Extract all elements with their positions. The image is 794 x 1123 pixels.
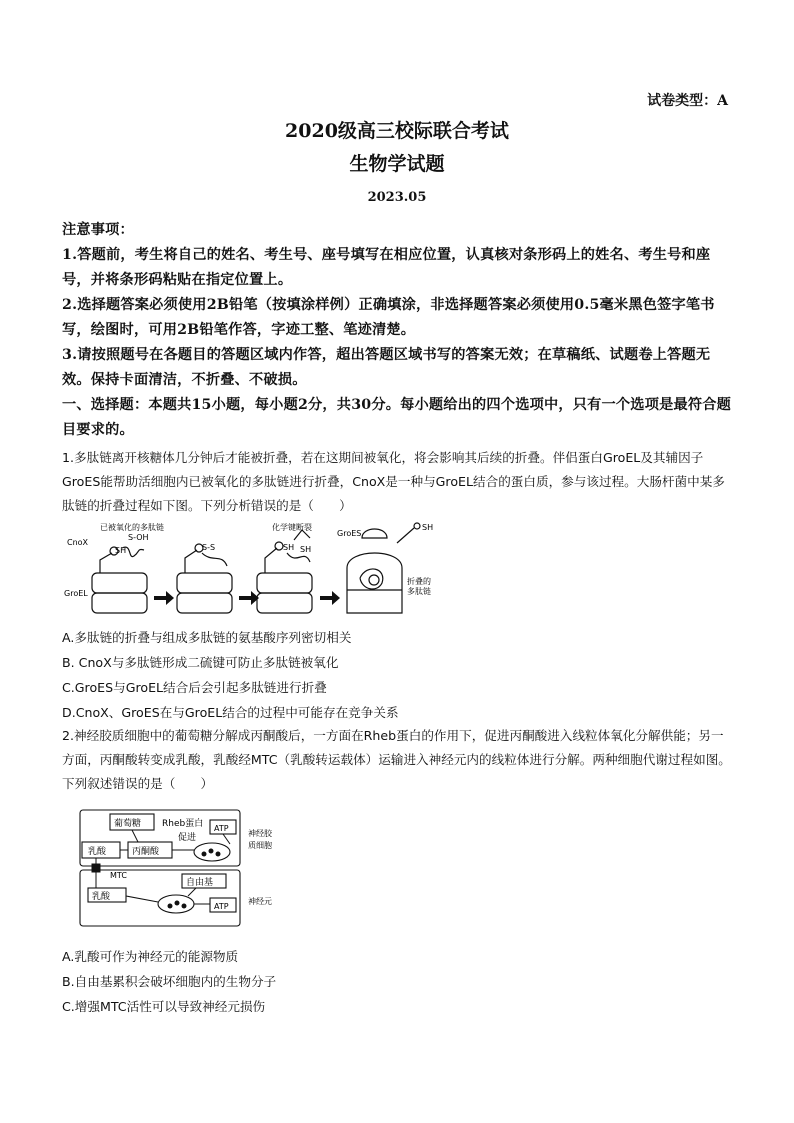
label-rheb: Rheb蛋白 <box>162 819 204 829</box>
notice-heading: 注意事项： <box>62 222 134 238</box>
q1-option-b: B. CnoX与多肽链形成二硫键可防止多肽链被氧化 <box>62 655 339 670</box>
exam-title: 2020级高三校际联合考试 <box>285 120 509 142</box>
question-1-stem: 1.多肽链离开核糖体几分钟后才能被折叠，若在这期间被氧化，将会影响其后续的折叠。伴侣蛋白GroEL及其辅因子GroES能帮助活细胞内已被氧化的多肽链进行折叠，CnoX是一种与GroEL结合的蛋白质，参与该过程。大肠杆菌中某多肽链的折叠过程如下图。下列分析错误的是（ ） <box>62 450 725 513</box>
label-lactate-top: 乳酸 <box>88 847 107 857</box>
label-sh-2: SH <box>283 543 295 552</box>
exam-subject-title: 生物学试题 <box>349 153 445 175</box>
q2-option-a: A.乳酸可作为神经元的能源物质 <box>62 949 239 964</box>
label-glia-1: 神经胶 <box>248 829 272 838</box>
label-bond-break: 化学键断裂 <box>272 523 312 532</box>
label-sh-3: SH <box>300 545 312 554</box>
label-lactate-bottom: 乳酸 <box>92 892 111 902</box>
q2-option-c: C.增强MTC活性可以导致神经元损伤 <box>62 999 266 1014</box>
label-promote: 促进 <box>178 833 197 843</box>
label-cnox: CnoX <box>67 538 89 547</box>
notice-item-3: 3.请按照题号在各题目的答题区域内作答，超出答题区域书写的答案无效；在草稿纸、试题卷上答题无效。保持卡面清洁，不折叠、不破损。 <box>62 347 711 388</box>
label-folded-2: 多肽链 <box>407 587 431 596</box>
figure-2-metabolism-diagram <box>78 808 318 930</box>
q1-option-c: C.GroES与GroEL结合后会引起多肽链进行折叠 <box>62 680 327 695</box>
label-pyruvate: 丙酮酸 <box>132 847 160 857</box>
label-atp-top: ATP <box>214 824 229 833</box>
q2-option-b: B.自由基累积会破坏细胞内的生物分子 <box>62 974 277 989</box>
question-2-stem: 2.神经胶质细胞中的葡萄糖分解成丙酮酸后，一方面在Rheb蛋白的作用下，促进丙酮酸进入线粒体氧化分解供能；另一方面，丙酮酸转变成乳酸，乳酸经MTC（乳酸转运载体）运输进入神经元内的线粒体进行分解。两种细胞代谢过程如图。下列叙述错误的是（ ） <box>62 728 731 791</box>
label-atp-bottom: ATP <box>214 902 229 911</box>
q1-option-a: A.多肽链的折叠与组成多肽链的氨基酸序列密切相关 <box>62 630 352 645</box>
label-s-s: S-S <box>202 543 216 552</box>
label-groel: GroEL <box>64 589 88 598</box>
paper-type-label: 试卷类型：A <box>647 93 728 109</box>
label-glucose: 葡萄糖 <box>114 819 142 829</box>
section-heading: 一、选择题：本题共15小题，每小题2分，共30分。每小题给出的四个选项中，只有一个选项是最符合题目要求的。 <box>62 397 732 438</box>
label-sh-1: SH <box>115 546 127 555</box>
exam-date: 2023.05 <box>367 190 427 205</box>
label-mtc: MTC <box>110 871 127 880</box>
groel-stage-1 <box>92 547 147 613</box>
label-sh-4: SH <box>422 523 434 532</box>
notice-section <box>62 218 734 443</box>
notice-item-2: 2.选择题答案必须使用2B铅笔（按填涂样例）正确填涂，非选择题答案必须使用0.5毫米黑色签字笔书写，绘图时，可用2B铅笔作答，字迹工整、笔迹清楚。 <box>62 297 715 338</box>
label-folded-1: 折叠的 <box>407 577 431 586</box>
label-free-radical: 自由基 <box>186 878 214 888</box>
label-s-oh: S-OH <box>128 533 149 542</box>
notice-item-1: 1.答题前，考生将自己的姓名、考生号、座号填写在相应位置，认真核对条形码上的姓名、考生号和座号，并将条形码粘贴在指定位置上。 <box>62 247 711 288</box>
q1-option-d: D.CnoX、GroES在与GroEL结合的过程中可能存在竞争关系 <box>62 705 399 720</box>
label-glia-2: 质细胞 <box>248 841 272 850</box>
figure-1-folding-diagram <box>62 518 442 618</box>
label-groes: GroES <box>337 529 362 538</box>
label-oxidized: 已被氧化的多肽链 <box>100 523 164 532</box>
label-neuron: 神经元 <box>248 897 272 906</box>
groel-stage-2 <box>177 544 232 613</box>
